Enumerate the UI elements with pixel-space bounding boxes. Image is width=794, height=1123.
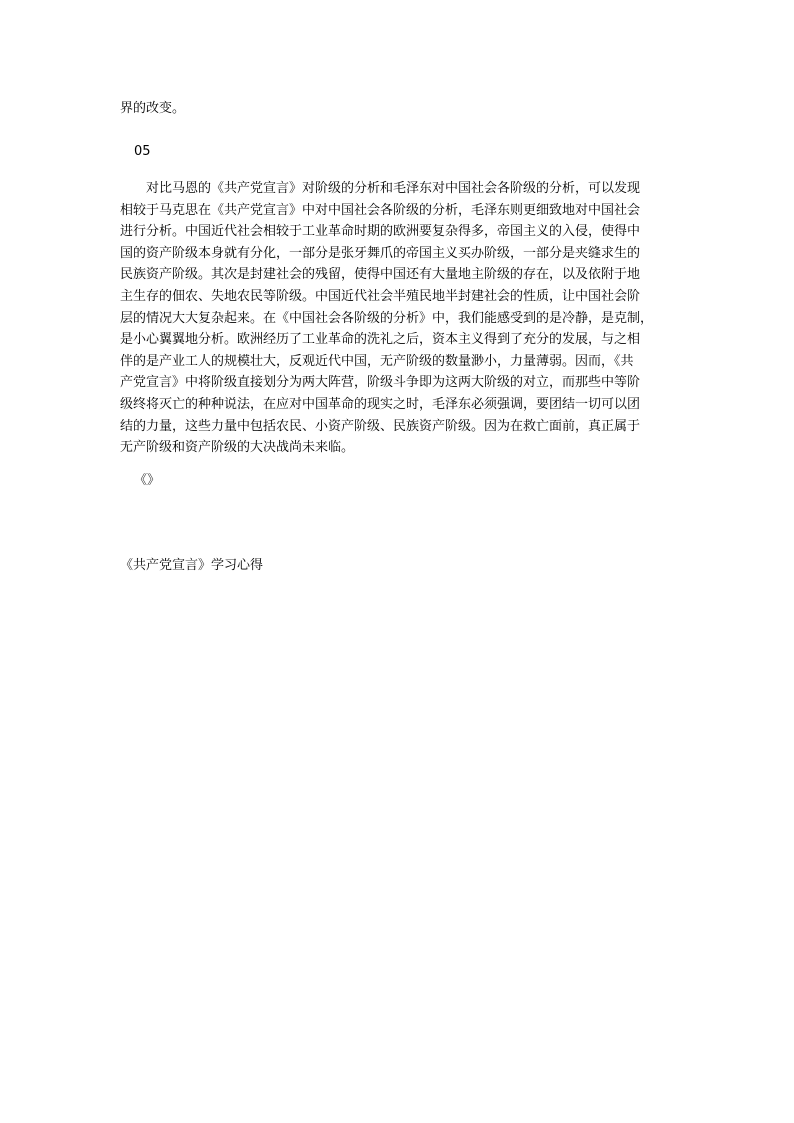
paragraph-line: 是小心翼翼地分析。欧洲经历了工业革命的洗礼之后，资本主义得到了充分的发展，与之相: [120, 332, 641, 348]
empty-brackets: 《》: [134, 473, 161, 488]
paragraph-line: 级终将灭亡的种种说法，在应对中国革命的现实之时，毛泽东必须强调，要团结一切可以团: [120, 396, 641, 412]
paragraph-line: 国的资产阶级本身就有分化，一部分是张牙舞爪的帝国主义买办阶级，一部分是夹缝求生的: [120, 245, 641, 261]
paragraph-line: 产党宣言》中将阶级直接划分为两大阵营，阶级斗争即为这两大阶级的对立，而那些中等阶: [120, 375, 641, 391]
document-heading: 《共产党宣言》学习心得: [120, 558, 264, 573]
paragraph-line: 无产阶级和资产阶级的大决战尚未来临。: [120, 440, 355, 456]
paragraph-line: 进行分析。中国近代社会相较于工业革命时期的欧洲要复杂得多，帝国主义的入侵，使得中: [120, 224, 641, 240]
paragraph-line: 伴的是产业工人的规模壮大，反观近代中国，无产阶级的数量渺小，力量薄弱。因而，《共: [120, 353, 634, 369]
body-paragraph: [120, 178, 674, 459]
paragraph-line: 主生存的佃农、失地农民等阶级。中国近代社会半殖民地半封建社会的性质，让中国社会阶: [120, 288, 641, 304]
text-line-top: 界的改变。: [120, 101, 186, 116]
paragraph-line: 结的力量，这些力量中包括农民、小资产阶级、民族资产阶级。因为在救亡面前，真正属于: [120, 418, 641, 434]
paragraph-line: 层的情况大大复杂起来。在《中国社会各阶级的分析》中，我们能感受到的是冷静，是克制，: [120, 310, 654, 326]
paragraph-line: 民族资产阶级。其次是封建社会的残留，使得中国还有大量地主阶级的存在，以及依附于地: [120, 267, 641, 283]
paragraph-line: 对比马恩的《共产党宣言》对阶级的分析和毛泽东对中国社会各阶级的分析，可以发现: [120, 181, 641, 196]
section-number: 05: [134, 144, 151, 159]
paragraph-line: 相较于马克思在《共产党宣言》中对中国社会各阶级的分析，毛泽东则更细致地对中国社会: [120, 202, 641, 218]
